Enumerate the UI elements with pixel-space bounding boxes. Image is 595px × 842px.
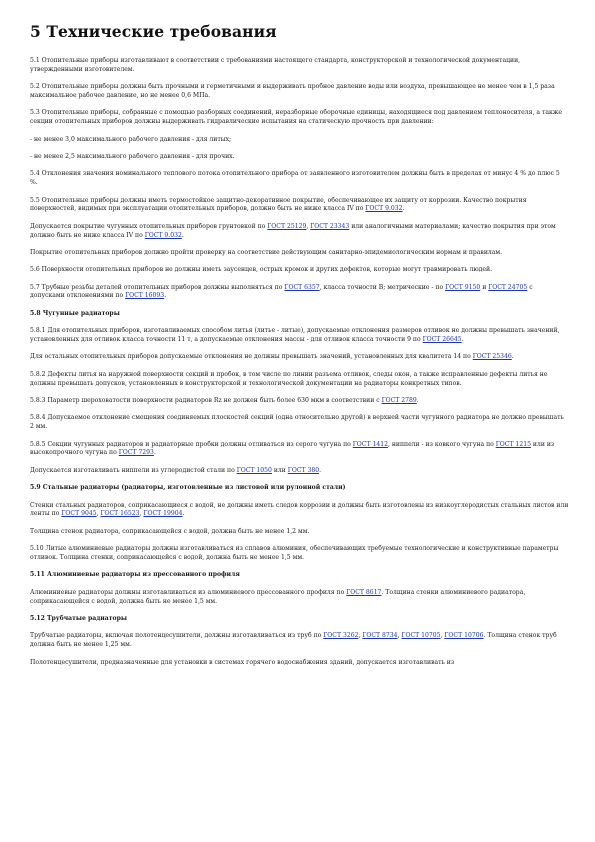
paragraph: Толщина стенок радиатора, соприкасающейся с водой, должна быть не менее 1,2 мм.: [30, 527, 310, 535]
standard-link[interactable]: ГОСТ 24705: [488, 283, 528, 291]
paragraph: - не менее 2,5 максимального рабочего давления - для прочих.: [30, 152, 235, 160]
paragraph: 5.3 Отопительные приборы, собранные с помощью разборных соединений, неразборные оборочные единицы, находящиеся под давлением теплоносителя, а также секции отопительных приборов должны выдерживать гидравлические испытания на статическую прочность при давлении:: [30, 109, 562, 126]
paragraph-text: . Толщина стенки алюминиевого радиатора, соприкасающейся с водой, должна быть не менее 1,5 мм.: [30, 588, 526, 605]
paragraph: [30, 327, 569, 345]
standard-link[interactable]: ГОСТ 3262: [323, 632, 359, 640]
paragraph-text: .: [319, 466, 322, 474]
paragraph: [30, 223, 569, 241]
standard-link[interactable]: ГОСТ 23343: [310, 222, 350, 230]
paragraph: Покрытие отопительных приборов должно пройти проверку на соответствие действующим санитарно-эпидемиологическим нормам и правилам.: [30, 248, 503, 256]
paragraph: [30, 284, 569, 302]
paragraph: 5.10 Литые алюминиевые радиаторы должны изготавливаться из сплавов алюминия, обеспечивающих требуемые технологические и конструктивные параметры отливок. Толщина стенки, соприкасающейся с водой, должна быть не менее 1,5 мм.: [30, 545, 559, 561]
paragraph-text: Допускается покрытие чугунных отопительных приборов грунтовкой по: [30, 222, 268, 230]
standard-link[interactable]: ГОСТ 380: [287, 466, 320, 474]
paragraph: 5.8.4 Допускаемое отклонение смещения соединяемых плоскостей секций (одна относительно другой) в верхней части чугунного радиатора не должно превышать 2 мм.: [30, 414, 564, 431]
standard-link[interactable]: ГОСТ 1050: [236, 466, 272, 474]
paragraph-text: или аналогичными материалами; качество покрытия при этом должно быть не ниже класса IV по: [30, 222, 556, 239]
paragraph-text: 5.8.3 Параметр шероховатости поверхности радиаторов Rz не должен быть более 630 мкм в соответствии с: [30, 397, 382, 405]
subsection-heading: 5.8 Чугунные радиаторы: [30, 309, 120, 317]
paragraph-text: и: [480, 283, 489, 291]
paragraph: [30, 353, 569, 362]
standard-link[interactable]: ГОСТ 10705: [401, 632, 441, 640]
paragraph-text: .: [402, 205, 405, 213]
standard-link[interactable]: ГОСТ 9045: [61, 510, 97, 518]
paragraph-text: .: [511, 353, 514, 361]
standard-link[interactable]: ГОСТ 10706: [444, 632, 484, 640]
paragraph: 5.6 Поверхности отопительных приборов не должны иметь заусенцев, острых кромок и других дефектов, которые могут травмировать людей.: [30, 266, 493, 274]
paragraph-text: 5.8.5 Секции чугунных радиаторов и радиаторные пробки должны отливаться из серого чугуна по: [30, 440, 353, 448]
paragraph: 5.1 Отопительные приборы изготавливают в соответствии с требованиями настоящего стандарта, конструкторской и технологической документации, утвержденными изготовителем.: [30, 57, 521, 73]
standard-link[interactable]: ГОСТ 16523: [100, 510, 140, 518]
section-title: 5 Технические требования: [30, 22, 277, 41]
paragraph: 5.8.2 Дефекты литья на наружной поверхности секций и пробок, в том числе по линии разъема отливок, следы окон, а также исправленные дефекты литья не должны превышать допусков, установленных в конструкторской и технологической документации на радиаторы конкретных типов.: [30, 370, 548, 387]
paragraph-text: ,: [358, 632, 363, 640]
standard-link[interactable]: ГОСТ 9.032: [144, 231, 182, 239]
paragraph: [30, 397, 569, 406]
paragraph-text: Стенки стальных радиаторов, соприкасающиеся с водой, не должны иметь следов коррозии и должны быть изготовлены из низкоуглеродистых стальных листов или ленты по: [30, 501, 569, 518]
document-body: [30, 57, 569, 667]
paragraph-text: с допусками отклонениями по: [30, 283, 533, 300]
paragraph: [30, 467, 569, 476]
paragraph: [30, 632, 569, 650]
paragraph-text: .: [416, 397, 419, 405]
standard-link[interactable]: ГОСТ 1215: [495, 440, 531, 448]
paragraph: [30, 589, 569, 607]
standard-link[interactable]: ГОСТ 8617: [346, 588, 382, 596]
paragraph: [30, 502, 569, 520]
paragraph-text: , класса точности В; метрические - по: [319, 283, 446, 291]
paragraph-text: ,: [96, 510, 101, 518]
subsection-heading: 5.11 Алюминиевые радиаторы из прессованного профиля: [30, 571, 240, 579]
paragraph-text: ,: [306, 222, 311, 230]
paragraph-text: Трубчатые радиаторы, включая полотенцесушители, должны изготавливаться из труб по: [30, 632, 324, 640]
paragraph: Полотенцесушители, предназначенные для установки в системах горячего водоснабжения зданий, допускается изготавливать из: [30, 658, 455, 666]
standard-link[interactable]: ГОСТ 2789: [381, 397, 417, 405]
paragraph: [30, 197, 569, 215]
paragraph-text: 5.5 Отопительные приборы должны иметь термостойкое защитно-декоративное покрытие, обеспечивающее их защиту от коррозии. Качество покрытия поверхностей, видимых при эксплуатации отопительных приборов, должно быть не ниже класса IV по: [30, 196, 527, 213]
paragraph-text: ,: [139, 510, 144, 518]
paragraph-text: .: [153, 449, 156, 457]
paragraph-text: 5.7 Трубные резьбы деталей отопительных приборов должны выполняться по: [30, 283, 285, 291]
paragraph-text: .: [461, 336, 464, 344]
standard-link[interactable]: ГОСТ 25346: [472, 353, 512, 361]
paragraph-text: ,: [440, 632, 445, 640]
paragraph-text: или из высокопрочного чугуна по: [30, 440, 555, 457]
paragraph-text: .: [181, 231, 184, 239]
paragraph-text: Алюминиевые радиаторы должны изготавливаться из алюминиевого прессованного профиля по: [30, 588, 347, 596]
paragraph: - не менее 3,0 максимального рабочего давления - для литых;: [30, 135, 232, 143]
subsection-heading: 5.9 Стальные радиаторы (радиаторы, изготовленные из листовой или рулонной стали): [30, 484, 346, 492]
standard-link[interactable]: ГОСТ 19904: [143, 510, 183, 518]
subsection-heading: 5.12 Трубчатые радиаторы: [30, 614, 127, 622]
paragraph-text: 5.8.1 Для отопительных приборов, изготавливаемых способом литья (литье - литые), допускаемые отклонения размеров отливок не должны превышать значений, установленных для отливок класса точности 11 т, а допускаемые отклонения массы - для отливок класса точности 9 по: [30, 327, 560, 344]
standard-link[interactable]: ГОСТ 1412: [352, 440, 388, 448]
paragraph: 5.2 Отопительные приборы должны быть прочными и герметичными и выдерживать пробное давление воды или воздуха, превышающее не менее чем в 1,5 раза максимальное рабочее давление, но не менее 0,6 МПа.: [30, 83, 555, 99]
standard-link[interactable]: ГОСТ 9.032: [365, 205, 403, 213]
paragraph-text: Допускается изготавливать ниппели из углеродистой стали по: [30, 466, 237, 474]
paragraph-text: .: [182, 510, 185, 518]
paragraph-text: .: [164, 292, 167, 300]
paragraph-text: или: [271, 466, 288, 474]
paragraph-text: ,: [397, 632, 402, 640]
paragraph: 5.4 Отклонения значения номинального теплового потока отопительного прибора от заявленного изготовителем должны быть в пределах от минус 4 % до плюс 5 %.: [30, 170, 560, 187]
standard-link[interactable]: ГОСТ 25129: [267, 222, 307, 230]
standard-link[interactable]: ГОСТ 26645: [422, 336, 462, 344]
standard-link[interactable]: ГОСТ 8734: [362, 632, 398, 640]
standard-link[interactable]: ГОСТ 9150: [445, 283, 481, 291]
paragraph: [30, 441, 569, 459]
standard-link[interactable]: ГОСТ 7293: [118, 449, 154, 457]
standard-link[interactable]: ГОСТ 6357: [284, 283, 320, 291]
paragraph-text: , ниппели - из ковкого чугуна по: [387, 440, 496, 448]
standard-link[interactable]: ГОСТ 16093: [125, 292, 165, 300]
paragraph-text: Для остальных отопительных приборов допускаемые отклонения не должны превышать значений, установленных для квалитета 14 по: [30, 353, 473, 361]
paragraph-text: . Толщина стенок труб должна быть не менее 1,25 мм.: [30, 632, 557, 649]
